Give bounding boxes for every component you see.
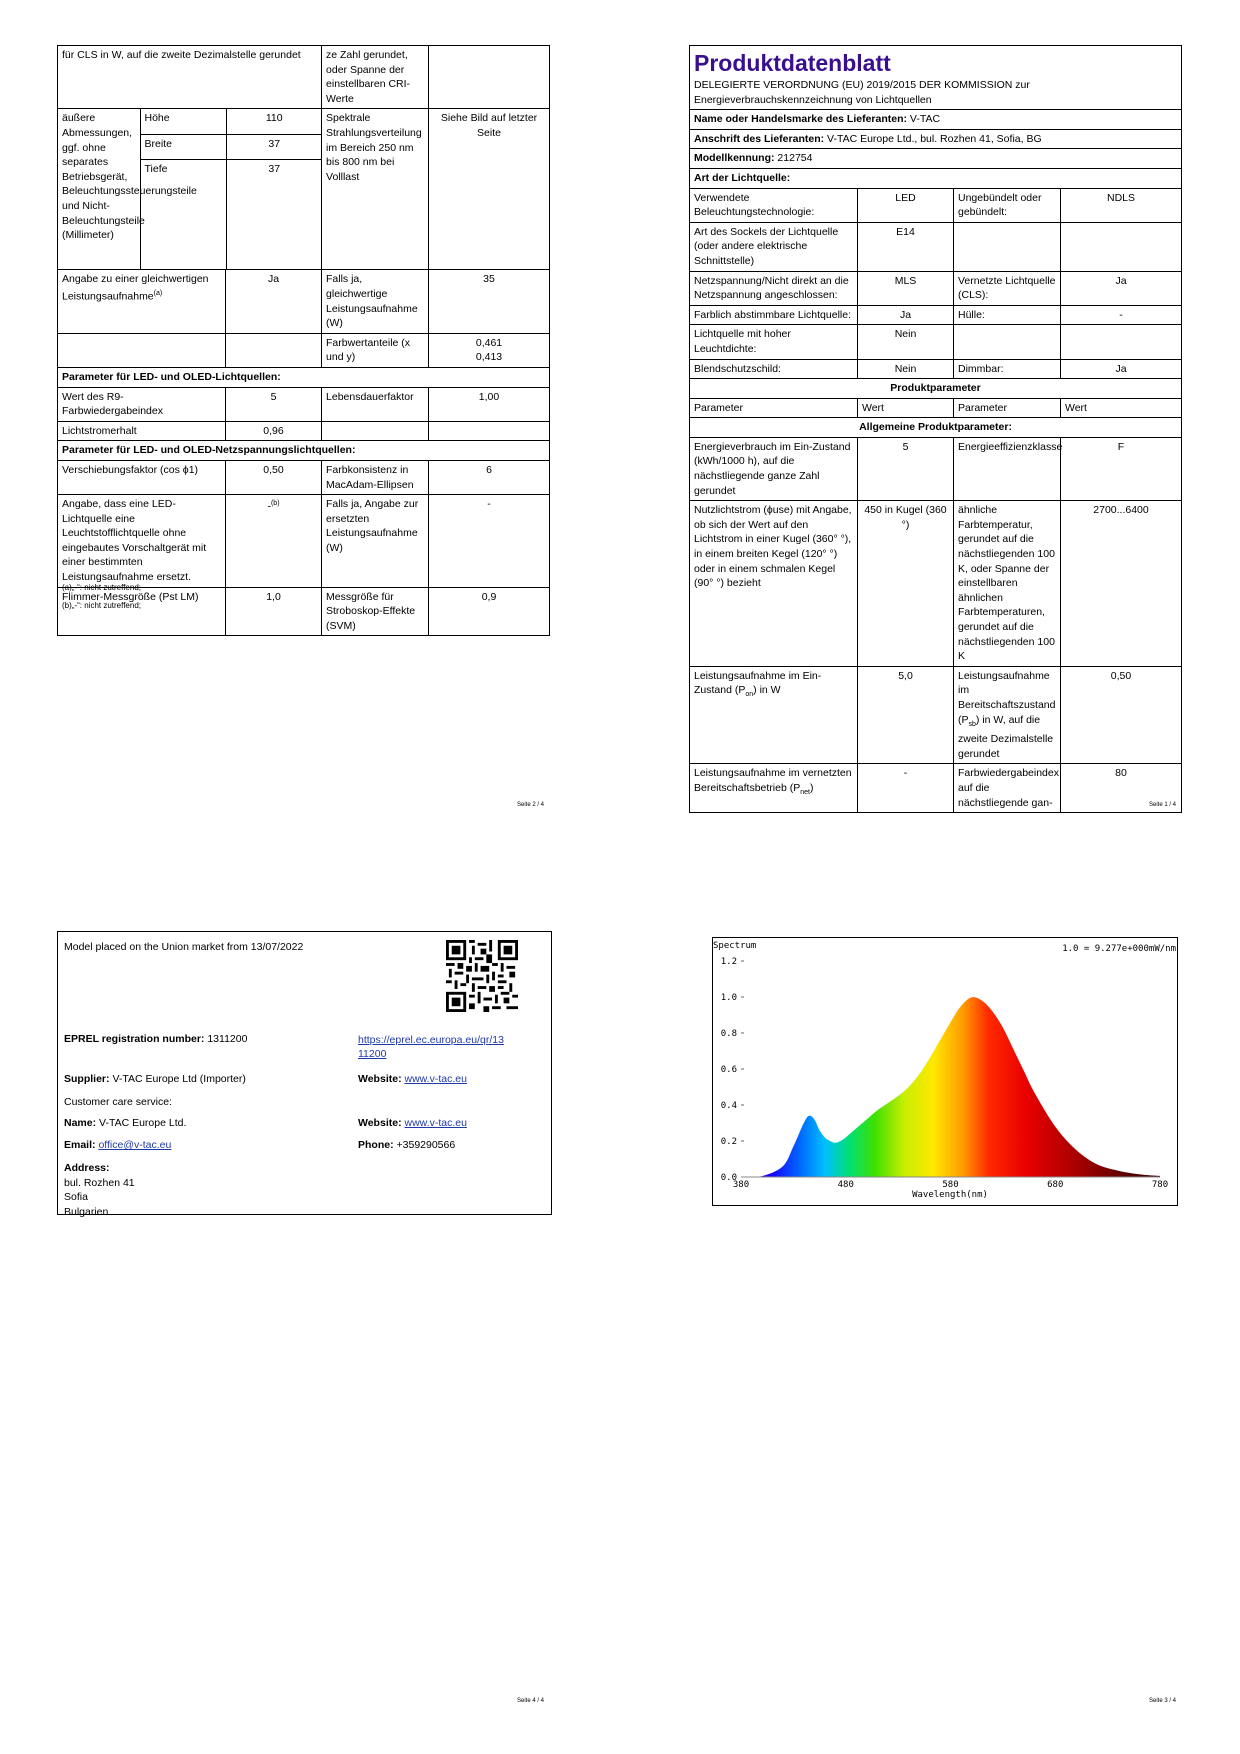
x-tick-label: 380 xyxy=(732,1180,750,1190)
width-value: 37 xyxy=(226,134,322,159)
address-row: Anschrift des Lieferanten: V-TAC Europe Ltd., bul. Rozhen 41, Sofia, BG xyxy=(690,129,1182,149)
y-tick-label: 0.8 xyxy=(720,1029,737,1039)
page2-table xyxy=(57,45,550,636)
equiv-power-value: 35 xyxy=(429,270,550,333)
spectrum-chart xyxy=(712,935,1178,1207)
customer-care-label: Customer care service: xyxy=(64,1096,172,1108)
standby-value: 0,50 xyxy=(1061,666,1182,764)
model-row: Modellkennung: 212754 xyxy=(690,149,1182,169)
r9-value: 5 xyxy=(226,387,322,421)
eprel-link[interactable]: https://eprel.ec.europa.eu/qr/13 11200 xyxy=(358,1034,504,1060)
y-tick-label: 0.2 xyxy=(720,1137,737,1147)
replacement-value: -$^{(b)}$ xyxy=(226,495,322,588)
equiv-power-label: Falls ja, gleichwertige Leistungsaufnahme (W) xyxy=(322,270,429,333)
lumen-maint-value: 0,96 xyxy=(226,421,322,441)
equiv-value: Ja xyxy=(226,270,322,333)
type-header: Art der Lichtquelle: xyxy=(690,168,1182,188)
cls-power-cont: für CLS in W, auf die zweite Dezimalstelle gerundet xyxy=(58,46,322,109)
lifetime-label: Lebensdauerfaktor xyxy=(322,387,429,421)
website-link[interactable]: www.v-tac.eu xyxy=(404,1117,467,1129)
page1-table xyxy=(689,45,1182,813)
page-number-4: Seite 4 / 4 xyxy=(517,1698,545,1704)
cri-value: 80 xyxy=(1061,764,1182,813)
spectral-value: Siehe Bild auf letzter Seite xyxy=(429,109,550,270)
chroma-value: 0,461 0,413 xyxy=(429,333,550,367)
flicker-value: 1,0 xyxy=(226,587,322,636)
table-row: Verwendete Beleuchtungstechnologie: LED Ungebündelt oder gebündelt: NDLS xyxy=(690,188,1182,222)
page-4-box xyxy=(57,931,552,1218)
y-tick-label: 0.4 xyxy=(720,1101,737,1111)
page-number-3: Seite 3 / 4 xyxy=(1149,1698,1177,1704)
website-link[interactable]: www.v-tac.eu xyxy=(404,1073,467,1085)
flux-value: 450 in Kugel (360 °) xyxy=(858,501,954,667)
table-row: Art des Sockels der Lichtquelle (oder andere elektrische Schnittstelle) E14 xyxy=(690,222,1182,271)
page-title: Produktdatenblatt xyxy=(694,50,891,76)
x-tick-label: 680 xyxy=(1047,1180,1064,1190)
product-params-header: Produktparameter xyxy=(690,379,1182,399)
email-row: Email: office@v-tac.eu xyxy=(64,1139,172,1151)
x-tick-label: 480 xyxy=(837,1180,854,1190)
standby-label: Leistungsaufnahme im Bereitschaftszustand $(P_{sb})$ in W, auf die zweite Dezimalstelle gerundet xyxy=(954,666,1061,764)
depth-value: 37 xyxy=(226,159,322,269)
energy-label: Energieverbrauch im Ein-Zustand (kWh/1000 h), auf die nächstliegende ganze Zahl gerundet xyxy=(690,437,858,500)
x-tick-label: 580 xyxy=(942,1180,959,1190)
col-param-1: Parameter xyxy=(690,398,858,418)
col-param-2: Parameter xyxy=(954,398,1061,418)
replaced-power-label: Falls ja, Angabe zur ersetzten Leistungsaufnahme (W) xyxy=(322,495,429,588)
macadam-value: 6 xyxy=(429,460,550,494)
y-tick-label: 0.0 xyxy=(720,1173,737,1183)
page-1 xyxy=(689,45,1182,813)
name-row: Name: V-TAC Europe Ltd. xyxy=(64,1117,187,1129)
flux-label: Nutzlichtstrom (ϕuse) mit Angabe, ob sich der Wert auf den Lichtstrom in einer Kugel (360° °), in einem breiten Kegel (120° °) oder in einem schmalen Kegel (90° °) bezieht xyxy=(690,501,858,667)
table-row: Lichtquelle mit hoher Leuchtdichte: Nein xyxy=(690,325,1182,359)
page-number-2: Seite 2 / 4 xyxy=(517,802,545,808)
x-axis-label: Wavelength(nm) xyxy=(912,1190,988,1200)
page-number-1: Seite 1 / 4 xyxy=(1149,802,1177,808)
flicker-label: Flimmer-Messgröße (Pst LM) xyxy=(58,587,226,636)
replaced-power-value: - xyxy=(429,495,550,588)
cos-value: 0,50 xyxy=(226,460,322,494)
cri-cont: ze Zahl gerundet, oder Spanne der einstellbaren CRI-Werte xyxy=(322,46,429,109)
efficiency-label: Energieeffizienzklasse xyxy=(954,437,1061,500)
height-value: 110 xyxy=(226,109,322,134)
equiv-label: Angabe zu einer gleichwertigen Leistungsaufnahme$^{(a)}$ xyxy=(58,270,226,333)
dims-label: äußere Abmessungen, ggf. ohne separates Betriebsgerät, Beleuchtungssteuerungsteile und Nicht-Beleuchtungsteile (Millimeter) xyxy=(58,109,140,269)
email-link[interactable]: office@v-tac.eu xyxy=(98,1139,172,1151)
section-led: Parameter für LED- und OLED-Lichtquellen: xyxy=(58,367,550,387)
power-on-label: Leistungsaufnahme im Ein-Zustand $(P_{on})$ in W xyxy=(690,666,858,764)
placed-on-market: Model placed on the Union market from 13/07/2022 xyxy=(64,941,304,953)
page-3-chart xyxy=(712,935,1178,1210)
footnote-a: (a)„-“: nicht zutreffend; xyxy=(62,583,141,592)
col-value-2: Wert xyxy=(1061,398,1182,418)
eprel-row: EPREL registration number: 1311200 xyxy=(64,1033,248,1045)
width-label: Breite xyxy=(140,134,226,159)
footnote-b: (b)„-“: nicht zutreffend; xyxy=(62,601,141,610)
efficiency-value: F xyxy=(1061,437,1182,500)
table-row: Blendschutzschild: Nein Dimmbar: Ja xyxy=(690,359,1182,379)
supplier-row: Supplier: V-TAC Europe Ltd (Importer) xyxy=(64,1073,246,1085)
energy-value: 5 xyxy=(858,437,954,500)
regulation-text: DELEGIERTE VERORDNUNG (EU) 2019/2015 DER KOMMISSION zur Energieverbrauchskennzeichnung von Lichtquellen xyxy=(694,79,1030,106)
x-tick-label: 780 xyxy=(1151,1180,1169,1190)
y-tick-label: 1.2 xyxy=(720,957,737,967)
chroma-label: Farbwertanteile (x und y) xyxy=(322,333,429,367)
svm-value: 0,9 xyxy=(429,587,550,636)
height-label: Höhe xyxy=(140,109,226,134)
lumen-maint-label: Lichtstromerhalt xyxy=(58,421,226,441)
power-on-value: 5,0 xyxy=(858,666,954,764)
spectral-label: Spektrale Strahlungsverteilung im Bereich 250 nm bis 800 nm bei Volllast xyxy=(322,109,429,270)
y-tick-label: 0.6 xyxy=(720,1065,737,1075)
r9-label: Wert des R9-Farbwiedergabeindex xyxy=(58,387,226,421)
depth-label: Tiefe xyxy=(140,159,226,269)
page-2 xyxy=(57,45,550,636)
qr-code-icon xyxy=(446,940,518,1012)
website-row-2: Website: www.v-tac.eu xyxy=(358,1117,467,1129)
lifetime-value: 1,00 xyxy=(429,387,550,421)
chart-title: Spectrum xyxy=(713,941,757,951)
chart-annotation: 1.0 = 9.277e+000mW/nm xyxy=(1062,944,1176,954)
y-tick-label: 1.0 xyxy=(720,993,737,1003)
table-row: Farblich abstimmbare Lichtquelle: Ja Hülle: - xyxy=(690,305,1182,325)
cri-label: Farbwiedergabeindex, auf die nächstliegende gan- xyxy=(954,764,1061,813)
svm-label: Messgröße für Stroboskop-Effekte (SVM) xyxy=(322,587,429,636)
net-standby-label: Leistungsaufnahme im vernetzten Bereitschaftsbetrieb $(P_{net})$ xyxy=(690,764,858,813)
general-params-header: Allgemeine Produktparameter: xyxy=(690,418,1182,438)
macadam-label: Farbkonsistenz in MacAdam-Ellipsen xyxy=(322,460,429,494)
supplier-row: Name oder Handelsmarke des Lieferanten: V-TAC xyxy=(690,110,1182,130)
cos-label: Verschiebungsfaktor (cos ϕ1) xyxy=(58,460,226,494)
table-row: Netzspannung/Nicht direkt an die Netzspannung angeschlossen: MLS Vernetzte Lichtquelle (CLS): Ja xyxy=(690,271,1182,305)
address-block: Address: bul. Rozhen 41 Sofia Bulgarien xyxy=(64,1162,135,1218)
section-mains: Parameter für LED- und OLED-Netzspannungslichtquellen: xyxy=(58,441,550,461)
col-value-1: Wert xyxy=(858,398,954,418)
cct-value: 2700...6400 xyxy=(1061,501,1182,667)
net-standby-value: - xyxy=(858,764,954,813)
replacement-label: Angabe, dass eine LED-Lichtquelle eine Leuchtstofflichtquelle ohne eingebautes Vorschaltgerät mit einer bestimmten Leistungsaufnahme ersetzt. xyxy=(58,495,226,588)
phone-row: Phone: +359290566 xyxy=(358,1139,456,1151)
website-row-1: Website: www.v-tac.eu xyxy=(358,1073,467,1085)
cct-label: ähnliche Farbtemperatur, gerundet auf die nächstliegenden 100 K, oder Spanne der einstellbaren ähnlichen Farbtemperaturen, gerundet auf die nächstliegenden 100 K xyxy=(954,501,1061,667)
